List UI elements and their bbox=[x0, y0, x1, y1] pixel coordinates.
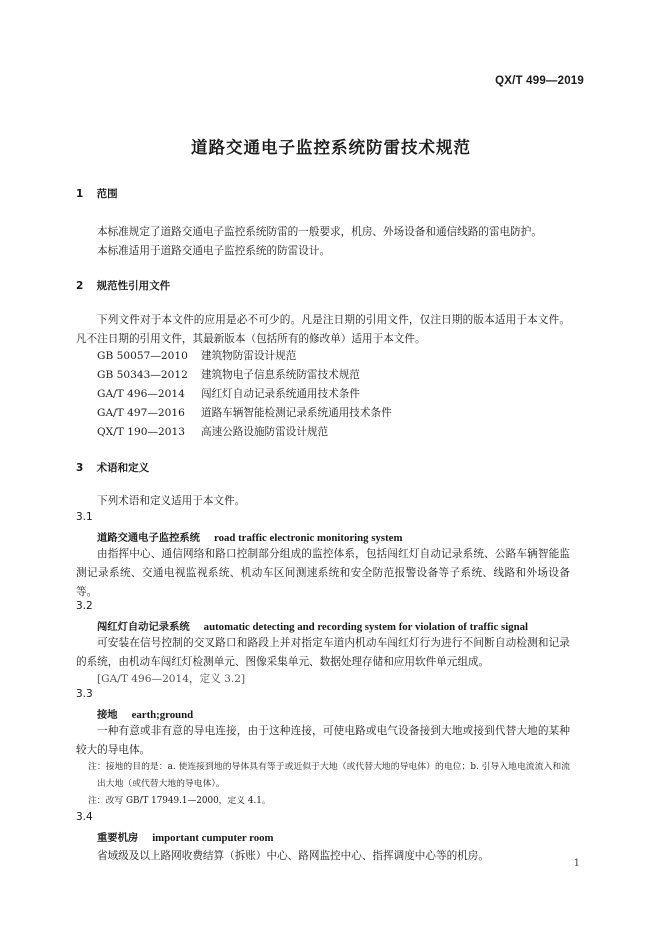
term-source: [GA/T 496—2014，定义 3.2] bbox=[97, 673, 246, 685]
page-number: 1 bbox=[573, 858, 580, 869]
term-en: earth;ground bbox=[131, 709, 194, 721]
reference-title: 道路车辆智能检测记录系统通用技术条件 bbox=[201, 407, 392, 419]
term-heading bbox=[97, 618, 528, 633]
section-heading-terms bbox=[76, 460, 149, 475]
section-title: 范围 bbox=[96, 188, 118, 200]
reference-title: 建筑物防雷设计规范 bbox=[201, 350, 297, 362]
section-heading-normative bbox=[76, 278, 170, 293]
term-note: 注：接地的目的是：a. 使连接到地的导体具有等于或近似于大地（或代替大地的导电体）的电位；b. 引导入地电流流入和流出大地（或代替大地的导电体）。 bbox=[88, 762, 570, 789]
reference-item bbox=[97, 348, 296, 363]
document-title: 道路交通电子监控系统防雷技术规范 bbox=[191, 138, 471, 157]
term-heading bbox=[97, 829, 274, 844]
reference-item bbox=[97, 405, 392, 420]
term-number: 3.4 bbox=[76, 811, 93, 823]
term-number: 3.3 bbox=[76, 688, 93, 700]
term-en: road traffic electronic monitoring system bbox=[213, 532, 403, 544]
reference-title: 高速公路设施防雷设计规范 bbox=[201, 426, 329, 438]
reference-code: GA/T 497—2016 bbox=[97, 407, 185, 419]
term-definition: 由指挥中心、通信网络和路口控制部分组成的监控体系，包括闯红灯自动记录系统、公路车辆智能监测记录系统、交通电视监视系统、机动车区间测速系统和安全防范报警设备等子系统、线路和外场设备等。 bbox=[76, 548, 570, 598]
term-zh: 重要机房 bbox=[97, 832, 139, 844]
section-number: 3 bbox=[76, 462, 84, 474]
scope-paragraph-1: 本标准规定了道路交通电子监控系统防雷的一般要求，机房、外场设备和通信线路的雷电防护。 bbox=[97, 226, 542, 238]
section-number: 2 bbox=[76, 280, 84, 292]
reference-code: GB 50057—2010 bbox=[97, 350, 188, 362]
normative-intro: 下列文件对于本文件的应用是必不可少的。凡是注日期的引用文件，仅注日期的版本适用于本文件。凡不注日期的引用文件，其最新版本（包括所有的修改单）适用于本文件。 bbox=[76, 314, 570, 345]
term-definition: 省域级及以上路网收费结算（拆账）中心、路网监控中心、指挥调度中心等的机房。 bbox=[97, 850, 489, 862]
term-en: important cumputer room bbox=[152, 832, 274, 844]
term-definition: 一种有意或非有意的导电连接，由于这种连接，可使电路或电气设备接到大地或接到代替大地的某种较大的导电体。 bbox=[76, 725, 570, 756]
term-zh: 闯红灯自动记录系统 bbox=[97, 621, 190, 633]
reference-code: GB 50343—2012 bbox=[97, 369, 188, 381]
section-title: 规范性引用文件 bbox=[96, 280, 171, 292]
term-note: 注：改写 GB/T 17949.1—2000，定义 4.1。 bbox=[88, 796, 271, 806]
reference-item bbox=[97, 424, 328, 439]
reference-code: QX/T 190—2013 bbox=[97, 426, 186, 438]
reference-code: GA/T 496—2014 bbox=[97, 388, 185, 400]
reference-title: 建筑物电子信息系统防雷技术规范 bbox=[201, 369, 360, 381]
terms-intro: 下列术语和定义适用于本文件。 bbox=[97, 495, 246, 507]
section-number: 1 bbox=[76, 188, 84, 200]
term-definition: 可安装在信号控制的交叉路口和路段上并对指定车道内机动车闯红灯行为进行不间断自动检测和记录的系统，由机动车闯红灯检测单元、图像采集单元、数据处理存储和应用软件单元组成。 bbox=[76, 637, 570, 668]
term-number: 3.2 bbox=[76, 600, 93, 612]
term-zh: 接地 bbox=[97, 709, 118, 721]
term-en: automatic detecting and recording system for violation of traffic signal bbox=[203, 621, 529, 633]
term-heading bbox=[97, 706, 193, 721]
reference-title: 闯红灯自动记录系统通用技术条件 bbox=[201, 388, 360, 400]
term-heading bbox=[97, 529, 402, 544]
term-number: 3.1 bbox=[76, 511, 93, 523]
section-title: 术语和定义 bbox=[96, 462, 150, 474]
reference-item bbox=[97, 367, 360, 382]
standard-code: QX/T 499—2019 bbox=[495, 75, 584, 87]
scope-paragraph-2: 本标准适用于道路交通电子监控系统的防雷设计。 bbox=[97, 245, 331, 257]
term-zh: 道路交通电子监控系统 bbox=[97, 532, 200, 544]
reference-item bbox=[97, 386, 360, 401]
section-heading-scope bbox=[76, 186, 118, 201]
